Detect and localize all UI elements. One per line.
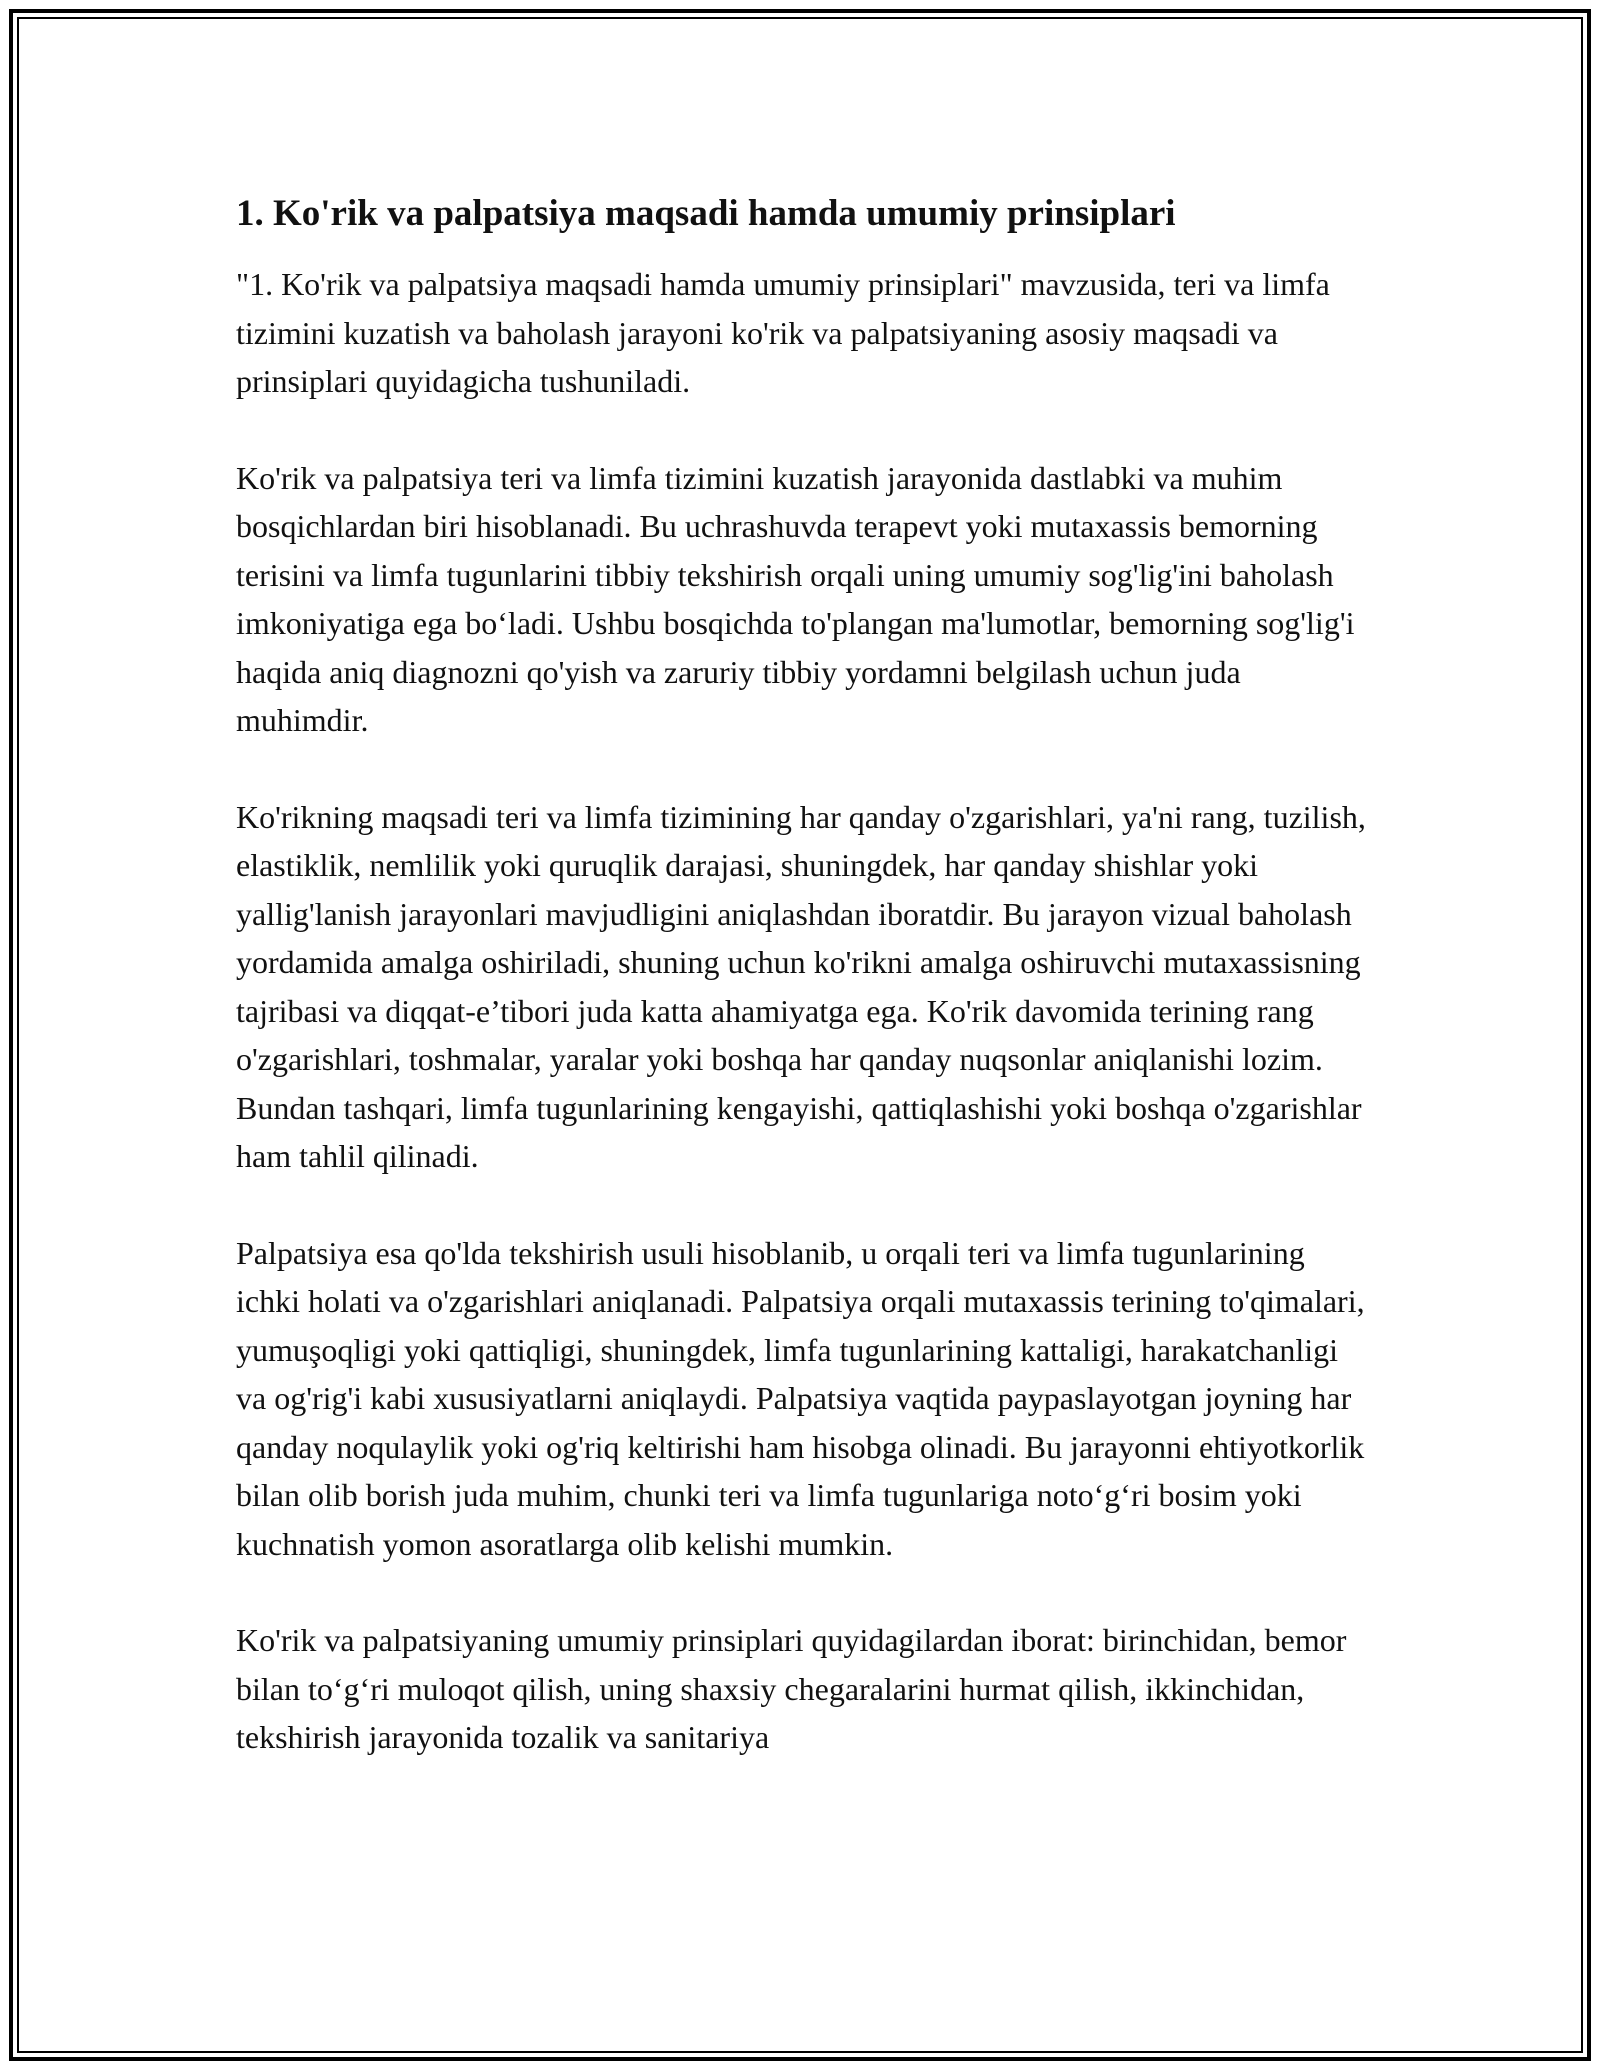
paragraph-palpation: Palpatsiya esa qo'lda tekshirish usuli hisoblanib, u orqali teri va limfa tugunlarining ichki holati va o'zgarishlari aniqlanadi. Palpatsiya orqali mutaxassis terining to'qimalari, yumuşoqligi yoki qattiqligi, shuningdek, limfa tugunlarining kattaligi, harakatchanligi va og'rig'i kabi xususiyatlarni aniqlaydi. Palpatsiya vaqtida paypaslayotgan joyning har qanday noqulaylik yoki og'riq keltirishi ham hisobga olinadi. Bu jarayonni ehtiyotkorlik bilan olib borish juda muhim, chunki teri va limfa tugunlariga noto‘g‘ri bosim yoki kuchnatish yomon asoratlarga olib kelishi mumkin.: [236, 1234, 1365, 1562]
paragraph-inspection-goal: Ko'rikning maqsadi teri va limfa tizimining har qanday o'zgarishlari, ya'ni rang, tuzilish, elastiklik, nemlilik yoki quruqlik darajasi, shuningdek, har qanday shishlar yoki yallig'lanish jarayonlari mavjudligini aniqlashdan iboratdir. Bu jarayon vizual baholash yordamida amalga oshiriladi, shuning uchun ko'rikni amalga oshiruvchi mutaxassisning tajribasi va diqqat-e’tibori juda katta ahamiyatga ega. Ko'rik davomida terining rang o'zgarishlari, toshmalar, yaralar yoki boshqa har qanday nuqsonlar aniqlanishi lozim. Bundan tashqari, limfa tugunlarining kengayishi, qattiqlashishi yoki boshqa o'zgarishlar ham tahlil qilinadi.: [236, 798, 1366, 1174]
paragraph-importance: Ko'rik va palpatsiya teri va limfa tizimini kuzatish jarayonida dastlabki va muhim bosqichlardan biri hisoblanadi. Bu uchrashuvda terapevt yoki mutaxassis bemorning terisini va limfa tugunlarini tibbiy tekshirish orqali uning umumiy sog'lig'ini baholash imkoniyatiga ega bo‘ladi. Ushbu bosqichda to'plangan ma'lumotlar, bemorning sog'lig'i haqida aniq diagnozni qo'yish va zaruriy tibbiy yordamni belgilash uchun juda muhimdir.: [236, 459, 1355, 738]
paragraph-principles: Ko'rik va palpatsiyaning umumiy prinsiplari quyidagilardan iborat: birinchidan, bemor bilan to‘g‘ri muloqot qilish, uning shaxsiy chegaralarini hurmat qilish, ikkinchidan, tekshirish jarayonida tozalik va sanitariya: [236, 1622, 1347, 1755]
document-body: [236, 186, 1366, 1762]
paragraph-intro: "1. Ko'rik va palpatsiya maqsadi hamda umumiy prinsiplari" mavzusida, teri va limfa tizimini kuzatish va baholash jarayoni ko'rik va palpatsiyaning asosiy maqsadi va prinsiplari quyidagicha tushuniladi.: [236, 266, 1330, 399]
section-title: 1. Ko'rik va palpatsiya maqsadi hamda umumiy prinsiplari: [236, 193, 1176, 234]
